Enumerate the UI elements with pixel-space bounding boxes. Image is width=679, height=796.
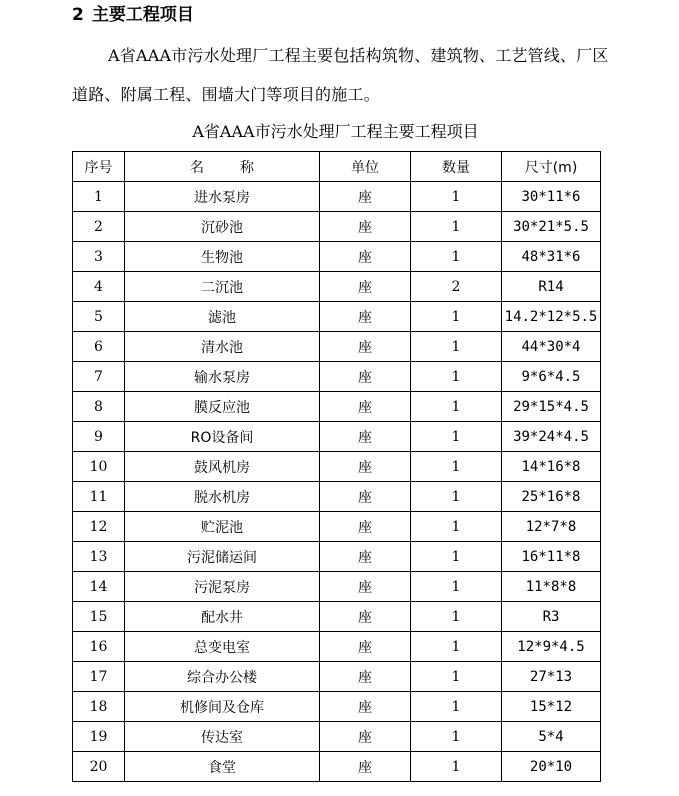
header-size: 尺寸(m) [502, 152, 601, 182]
cell-unit: 座 [320, 212, 411, 242]
cell-qty: 1 [411, 482, 502, 512]
cell-size: 12*7*8 [502, 512, 601, 542]
cell-name: 污泥储运间 [125, 542, 320, 572]
cell-qty: 1 [411, 632, 502, 662]
table-row [73, 752, 601, 782]
cell-qty: 1 [411, 602, 502, 632]
cell-qty: 1 [411, 572, 502, 602]
cell-size: 48*31*6 [502, 242, 601, 272]
cell-unit: 座 [320, 662, 411, 692]
header-qty: 数量 [411, 152, 502, 182]
cell-unit: 座 [320, 722, 411, 752]
table-caption: A省AAA市污水处理厂工程主要工程项目 [192, 122, 479, 141]
table-row [73, 422, 601, 452]
cell-qty: 1 [411, 212, 502, 242]
table-row [73, 182, 601, 212]
cell-name: 清水池 [125, 332, 320, 362]
cell-size: 30*11*6 [502, 182, 601, 212]
cell-size: 14.2*12*5.5 [502, 302, 601, 332]
table-row [73, 632, 601, 662]
cell-size: 27*13 [502, 662, 601, 692]
cell-qty: 1 [411, 752, 502, 782]
table-row [73, 662, 601, 692]
cell-name: 机修间及仓库 [125, 692, 320, 722]
table-header-row [73, 152, 601, 182]
cell-size: 30*21*5.5 [502, 212, 601, 242]
cell-unit: 座 [320, 752, 411, 782]
cell-no: 9 [73, 422, 125, 452]
cell-size: 20*10 [502, 752, 601, 782]
table-row [73, 242, 601, 272]
cell-no: 15 [73, 602, 125, 632]
cell-unit: 座 [320, 182, 411, 212]
cell-qty: 1 [411, 512, 502, 542]
table-row [73, 722, 601, 752]
cell-name: 脱水机房 [125, 482, 320, 512]
table-body [73, 182, 601, 782]
cell-unit: 座 [320, 482, 411, 512]
cell-size: 12*9*4.5 [502, 632, 601, 662]
table-row [73, 542, 601, 572]
cell-qty: 1 [411, 542, 502, 572]
cell-no: 11 [73, 482, 125, 512]
cell-no: 2 [73, 212, 125, 242]
cell-no: 3 [73, 242, 125, 272]
table-row [73, 512, 601, 542]
cell-size: 44*30*4 [502, 332, 601, 362]
cell-no: 20 [73, 752, 125, 782]
cell-size: 25*16*8 [502, 482, 601, 512]
cell-unit: 座 [320, 542, 411, 572]
cell-qty: 1 [411, 422, 502, 452]
cell-no: 13 [73, 542, 125, 572]
cell-no: 17 [73, 662, 125, 692]
cell-name: 沉砂池 [125, 212, 320, 242]
cell-name: 二沉池 [125, 272, 320, 302]
table-row [73, 692, 601, 722]
cell-size: 39*24*4.5 [502, 422, 601, 452]
cell-name: 总变电室 [125, 632, 320, 662]
intro-paragraph: A省AAA市污水处理厂工程主要包括构筑物、建筑物、工艺管线、厂区道路、附属工程、围墙大门等项目的施工。 [72, 46, 609, 104]
table-row [73, 392, 601, 422]
cell-no: 5 [73, 302, 125, 332]
cell-name: 传达室 [125, 722, 320, 752]
projects-table [72, 151, 601, 782]
table-row [73, 452, 601, 482]
cell-size: 14*16*8 [502, 452, 601, 482]
cell-qty: 1 [411, 692, 502, 722]
cell-qty: 2 [411, 272, 502, 302]
table-row [73, 602, 601, 632]
cell-name: 鼓风机房 [125, 452, 320, 482]
header-unit: 单位 [320, 152, 411, 182]
cell-no: 8 [73, 392, 125, 422]
cell-no: 19 [73, 722, 125, 752]
cell-size: 16*11*8 [502, 542, 601, 572]
cell-unit: 座 [320, 632, 411, 662]
section-heading [72, 2, 194, 28]
cell-name: 污泥泵房 [125, 572, 320, 602]
cell-unit: 座 [320, 332, 411, 362]
cell-unit: 座 [320, 512, 411, 542]
header-name: 名称 [125, 152, 320, 182]
cell-unit: 座 [320, 242, 411, 272]
cell-unit: 座 [320, 602, 411, 632]
cell-no: 6 [73, 332, 125, 362]
cell-unit: 座 [320, 692, 411, 722]
cell-size: 5*4 [502, 722, 601, 752]
cell-no: 10 [73, 452, 125, 482]
section-number: 2 [72, 5, 84, 25]
cell-unit: 座 [320, 452, 411, 482]
cell-size: 29*15*4.5 [502, 392, 601, 422]
cell-qty: 1 [411, 392, 502, 422]
cell-name: RO设备间 [125, 422, 320, 452]
cell-qty: 1 [411, 332, 502, 362]
cell-name: 生物池 [125, 242, 320, 272]
section-title: 主要工程项目 [91, 5, 194, 25]
cell-qty: 1 [411, 452, 502, 482]
cell-qty: 1 [411, 302, 502, 332]
cell-no: 16 [73, 632, 125, 662]
table-row [73, 302, 601, 332]
table-row [73, 482, 601, 512]
cell-unit: 座 [320, 302, 411, 332]
table-row [73, 272, 601, 302]
cell-no: 1 [73, 182, 125, 212]
cell-qty: 1 [411, 182, 502, 212]
cell-qty: 1 [411, 242, 502, 272]
cell-unit: 座 [320, 392, 411, 422]
header-no: 序号 [73, 152, 125, 182]
cell-no: 7 [73, 362, 125, 392]
cell-name: 膜反应池 [125, 392, 320, 422]
cell-name: 食堂 [125, 752, 320, 782]
cell-size: 15*12 [502, 692, 601, 722]
cell-name: 综合办公楼 [125, 662, 320, 692]
cell-size: R14 [502, 272, 601, 302]
cell-name: 进水泵房 [125, 182, 320, 212]
cell-unit: 座 [320, 362, 411, 392]
cell-unit: 座 [320, 572, 411, 602]
cell-name: 输水泵房 [125, 362, 320, 392]
table-row [73, 212, 601, 242]
cell-size: 9*6*4.5 [502, 362, 601, 392]
table-row [73, 332, 601, 362]
cell-no: 14 [73, 572, 125, 602]
cell-no: 4 [73, 272, 125, 302]
cell-unit: 座 [320, 422, 411, 452]
cell-qty: 1 [411, 722, 502, 752]
cell-name: 贮泥池 [125, 512, 320, 542]
cell-no: 18 [73, 692, 125, 722]
cell-size: 11*8*8 [502, 572, 601, 602]
cell-name: 配水井 [125, 602, 320, 632]
cell-qty: 1 [411, 662, 502, 692]
cell-name: 滤池 [125, 302, 320, 332]
cell-unit: 座 [320, 272, 411, 302]
table-row [73, 362, 601, 392]
cell-no: 12 [73, 512, 125, 542]
table-row [73, 572, 601, 602]
cell-size: R3 [502, 602, 601, 632]
cell-qty: 1 [411, 362, 502, 392]
